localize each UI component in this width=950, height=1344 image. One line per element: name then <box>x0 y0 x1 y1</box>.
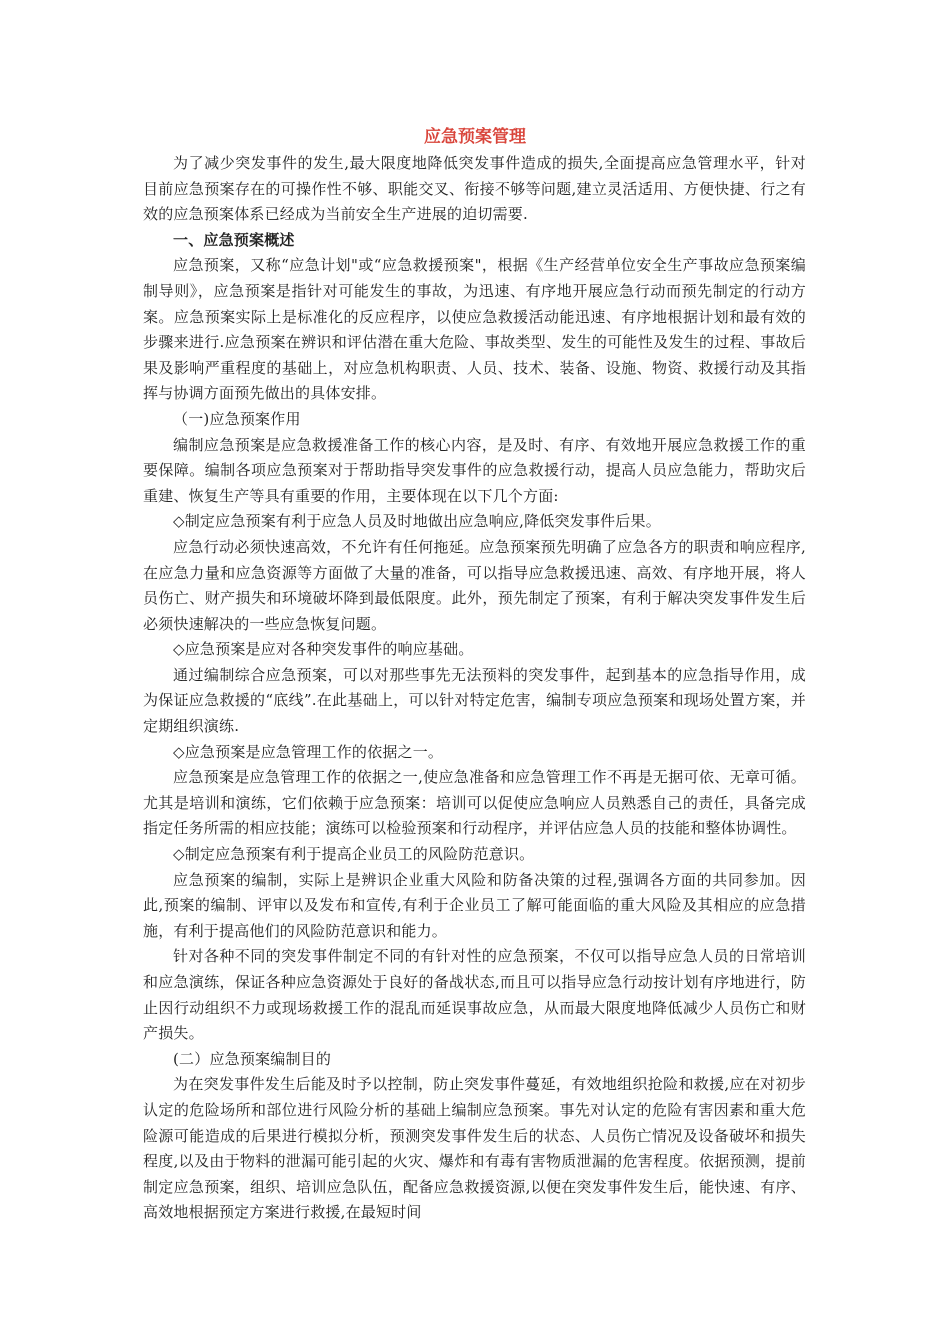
body-paragraph: 编制应急预案是应急救援准备工作的核心内容，是及时、有序、有效地开展应急救援工作的重要保障。编制各项应急预案对于帮助指导突发事件的应急救援行动，提高人员应急能力，帮助灾后重建、恢复生产等具有重要的作用，主要体现在以下几个方面: <box>143 435 806 505</box>
body-paragraph: 针对各种不同的突发事件制定不同的有针对性的应急预案，不仅可以指导应急人员的日常培训和应急演练，保证各种应急资源处于良好的备战状态,而且可以指导应急行动按计划有序地进行，防止因行动组织不力或现场救援工作的混乱而延误事故应急，从而最大限度地降低减少人员伤亡和财产损失。 <box>143 947 806 1043</box>
bullet-point: ◇应急预案是应急管理工作的依据之一。 <box>173 742 444 761</box>
bullet-point: ◇应急预案是应对各种突发事件的响应基础。 <box>173 640 474 659</box>
body-paragraph: 为在突发事件发生后能及时予以控制，防止突发事件蔓延，有效地组织抢险和救援,应在对初步认定的危险场所和部位进行风险分析的基础上编制应急预案。事先对认定的危险有害因素和重大危险源可能造成的后果进行模拟分析，预测突发事件发生后的状态、人员伤亡情况及设备破坏和损失程度,以及由于物料的泄漏可能引起的火灾、爆炸和有毒有害物质泄漏的危害程度。依据预测，提前制定应急预案，组织、培训应急队伍，配备应急救援资源,以便在突发事件发生后，能快速、有序、高效地根据预定方案进行救援,在最短时间 <box>143 1075 806 1222</box>
body-paragraph: 应急行动必须快速高效，不允许有任何拖延。应急预案预先明确了应急各方的职责和响应程序,在应急力量和应急资源等方面做了大量的准备，可以指导应急救援迅速、高效、有序地开展，将人员伤亡、财产损失和环境破坏降到最低限度。此外，预先制定了预案，有利于解决突发事件发生后必须快速解决的一些应急恢复问题。 <box>143 537 806 633</box>
document-title: 应急预案管理 <box>424 127 526 147</box>
subsection-heading-purpose: (二）应急预案编制目的 <box>173 1049 332 1068</box>
bullet-point: ◇制定应急预案有利于应急人员及时地做出应急响应,降低突发事件后果。 <box>173 512 661 531</box>
document-body <box>143 151 806 1226</box>
subsection-heading-role: （一)应急预案作用 <box>173 409 301 428</box>
body-paragraph: 应急预案，又称“应急计划"或“应急救援预案"，根据《生产经营单位安全生产事故应急预案编制导则》，应急预案是指针对可能发生的事故，为迅速、有序地开展应急行动而预先制定的行动方案。应急预案实际上是标准化的反应程序，以使应急救援活动能迅速、有序地根据计划和最有效的步骤来进行.应急预案在辨识和评估潜在重大危险、事故类型、发生的可能性及发生的过程、事故后果及影响严重程度的基础上，对应急机构职责、人员、技术、装备、设施、物资、救援行动及其指挥与协调方面预先做出的具体安排。 <box>143 256 806 403</box>
body-paragraph: 通过编制综合应急预案，可以对那些事先无法预料的突发事件，起到基本的应急指导作用，成为保证应急救援的“底线”.在此基础上，可以针对特定危害，编制专项应急预案和现场处置方案，并定期组织演练. <box>143 665 806 736</box>
section-heading-overview: 一、应急预案概述 <box>173 230 295 249</box>
body-paragraph: 应急预案是应急管理工作的依据之一,使应急准备和应急管理工作不再是无据可依、无章可循。尤其是培训和演练，它们依赖于应急预案：培训可以促使应急响应人员熟悉自己的责任，具备完成指定任务所需的相应技能；演练可以检验预案和行动程序，并评估应急人员的技能和整体协调性。 <box>143 768 806 838</box>
bullet-point: ◇制定应急预案有利于提高企业员工的风险防范意识。 <box>173 845 535 864</box>
body-paragraph: 应急预案的编制，实际上是辨识企业重大风险和防备决策的过程,强调各方面的共同参加。因此,预案的编制、评审以及发布和宣传,有利于企业员工了解可能面临的重大风险及其相应的应急措施，有利于提高他们的风险防范意识和能力。 <box>143 870 806 940</box>
intro-paragraph: 为了减少突发事件的发生,最大限度地降低突发事件造成的损失,全面提高应急管理水平，针对目前应急预案存在的可操作性不够、职能交叉、衔接不够等问题,建立灵活适用、方便快捷、行之有效的应急预案体系已经成为当前安全生产进展的迫切需要. <box>143 154 806 224</box>
